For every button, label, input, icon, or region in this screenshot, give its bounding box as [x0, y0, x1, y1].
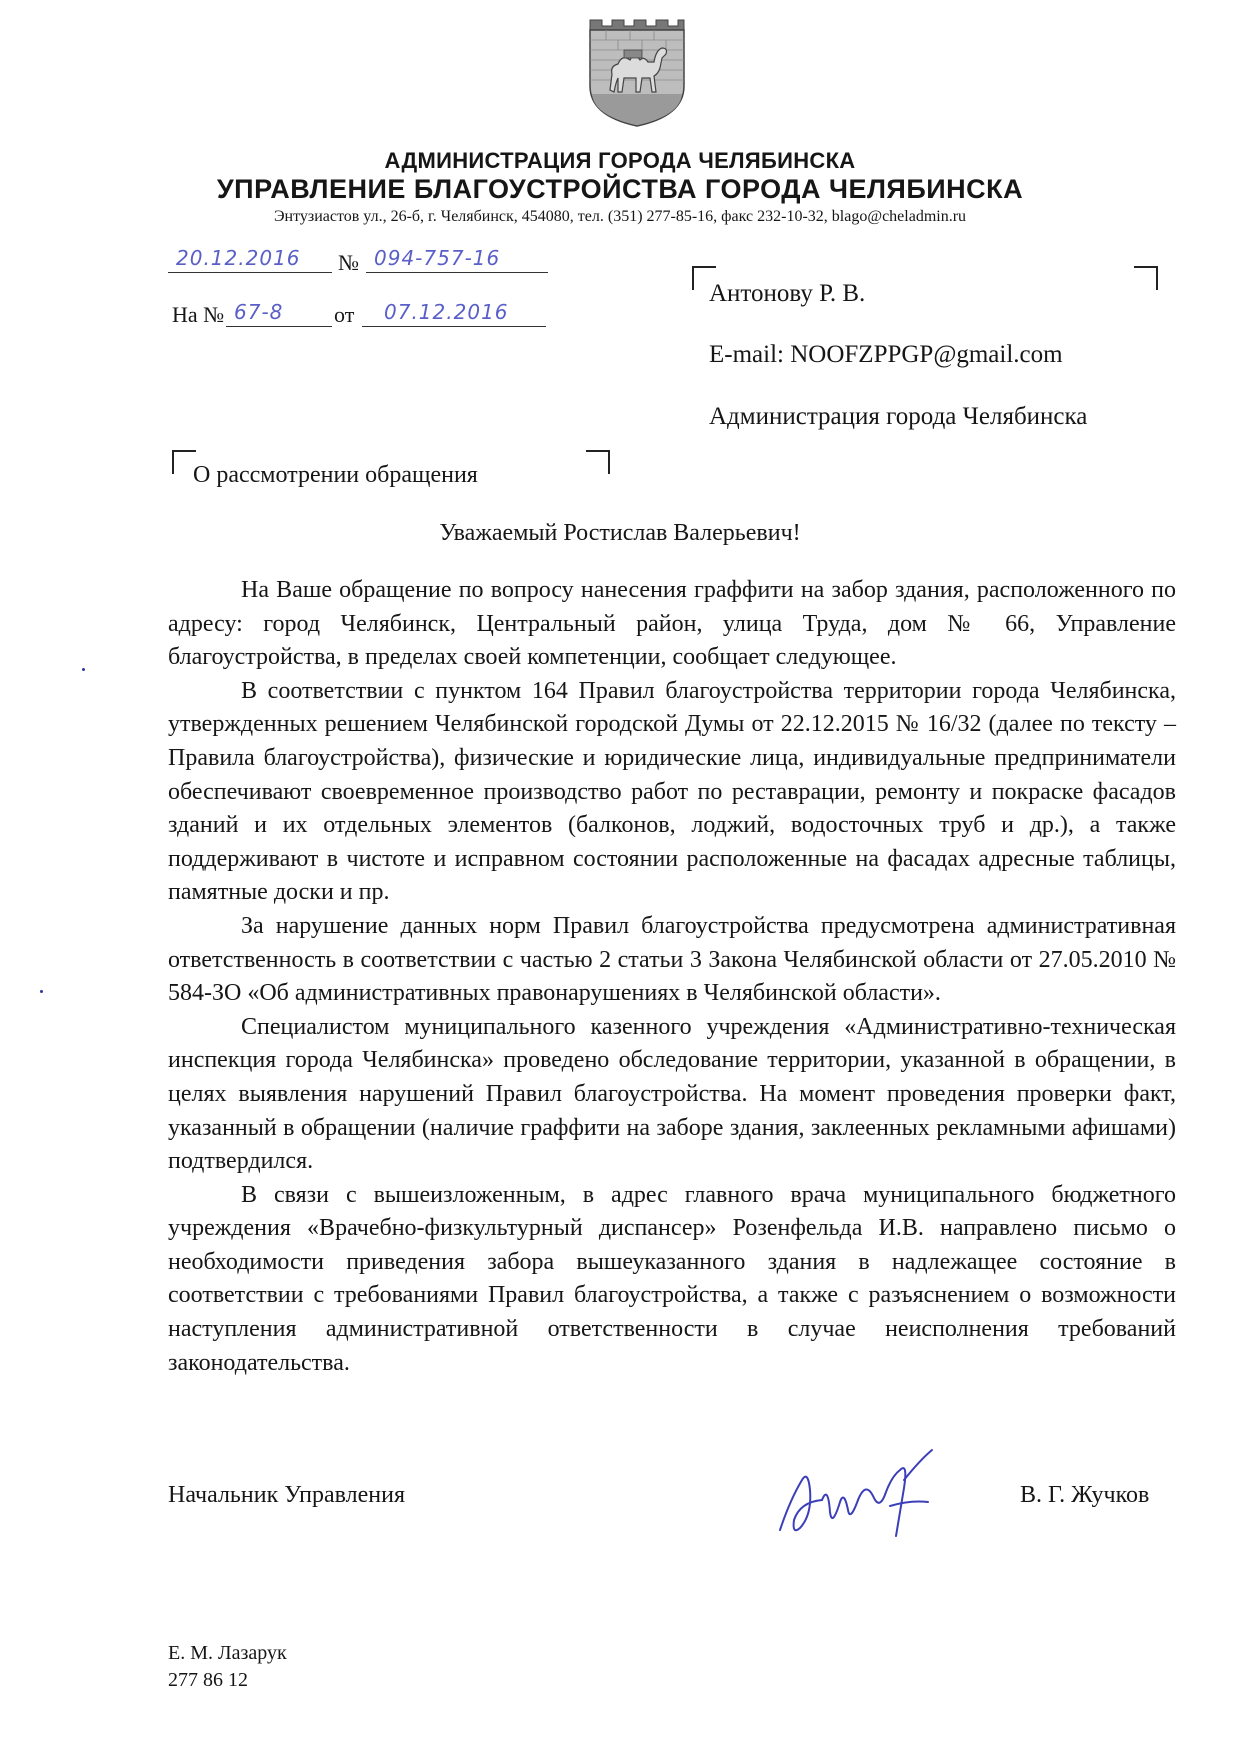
ref-number: 67-8: [234, 300, 284, 324]
coat-of-arms-emblem: [582, 16, 692, 128]
reg-number: 094-757-16: [374, 246, 501, 270]
reg-number-line: [366, 246, 548, 273]
ref-from-label: от: [334, 302, 355, 327]
ref-number-line: [226, 300, 332, 327]
recipient-corner-right: [1134, 266, 1158, 290]
recipient-email: E-mail: NOOFZPPGP@gmail.com: [709, 341, 1063, 368]
scan-speck: [82, 668, 85, 671]
body-paragraph-5: В связи с вышеизложенным, в адрес главного врача муниципального бюджетного учреждения «Врачебно-физкультурный диспансер» Розенфельда И.В. направлено письмо о необходимости приведения забора вышеуказанного здания в надлежащее состояние в соответствии с требованиями Правил благоустройства, а также с разъяснением о возможности наступления административной ответственности в случае неисполнения требований законодательства.: [168, 1181, 1176, 1376]
signatory-title: Начальник Управления: [168, 1482, 405, 1508]
executor-name: Е. М. Лазарук: [168, 1642, 287, 1664]
handwritten-signature-icon: [770, 1440, 950, 1550]
letter-body: [168, 574, 1176, 1380]
recipient-org: Администрация города Челябинска: [709, 403, 1088, 430]
signatory-name: В. Г. Жучков: [1020, 1482, 1150, 1508]
reg-number-label: №: [338, 250, 359, 275]
body-paragraph-1: На Ваше обращение по вопросу нанесения граффити на забор здания, расположенного по адресу: город Челябинск, Центральный район, улица Труда, дом № 66, Управление благоустройства, в пределах своей компетенции, сообщает следующее.: [168, 577, 1176, 671]
org-address-line: Энтузиастов ул., 26-б, г. Челябинск, 454080, тел. (351) 277-85-16, факс 232-10-32, blago@cheladmin.ru: [273, 208, 967, 225]
recipient-name: Антонову Р. В.: [709, 280, 866, 307]
letter-subject: О рассмотрении обращения: [193, 462, 478, 488]
body-paragraph-4: Специалистом муниципального казенного учреждения «Административно-техническая инспекция города Челябинска» проведено обследование территории, указанной в обращении, в целях выявления нарушений Правил благоустройства. На момент проведения проверки факт, указанный в обращении (наличие граффити на заборе здания, заклеенных рекламными афишами) подтвердился.: [168, 1013, 1176, 1175]
ref-date-line: [362, 300, 546, 327]
scan-speck: [40, 990, 43, 993]
reg-date: 20.12.2016: [176, 246, 301, 270]
body-paragraph-3: За нарушение данных норм Правил благоустройства предусмотрена административная ответственность в соответствии с частью 2 статьи 3 Закона Челябинской области от 27.05.2010 № 584-ЗО «Об административных правонарушениях в Челябинской области».: [168, 912, 1176, 1007]
reg-date-line: [168, 246, 332, 273]
executor-block: [168, 1640, 287, 1694]
ref-date: 07.12.2016: [384, 300, 509, 324]
org-name-line1: АДМИНИСТРАЦИЯ ГОРОДА ЧЕЛЯБИНСКА: [384, 148, 856, 173]
org-name-line2: УПРАВЛЕНИЕ БЛАГОУСТРОЙСТВА ГОРОДА ЧЕЛЯБИНСКА: [216, 174, 1024, 204]
subject-corner-right: [586, 450, 610, 474]
executor-phone: 277 86 12: [168, 1669, 248, 1691]
body-paragraph-2: В соответствии с пунктом 164 Правил благоустройства территории города Челябинска, утвержденных решением Челябинской городской Думы от 22.12.2015 № 16/32 (далее по тексту – Правила благоустройства), физические и юридические лица, индивидуальные предприниматели обеспечивают своевременное производство работ по реставрации, ремонту и покраске фасадов зданий и их отдельных элементов (балконов, лоджий, водосточных труб и др.), а также поддерживают в чистоте и исправном состоянии расположенные на фасадах адресные таблицы, памятные доски и пр.: [168, 677, 1176, 906]
greeting: Уважаемый Ростислав Валерьевич!: [439, 520, 801, 546]
ref-number-label: На №: [172, 302, 225, 327]
